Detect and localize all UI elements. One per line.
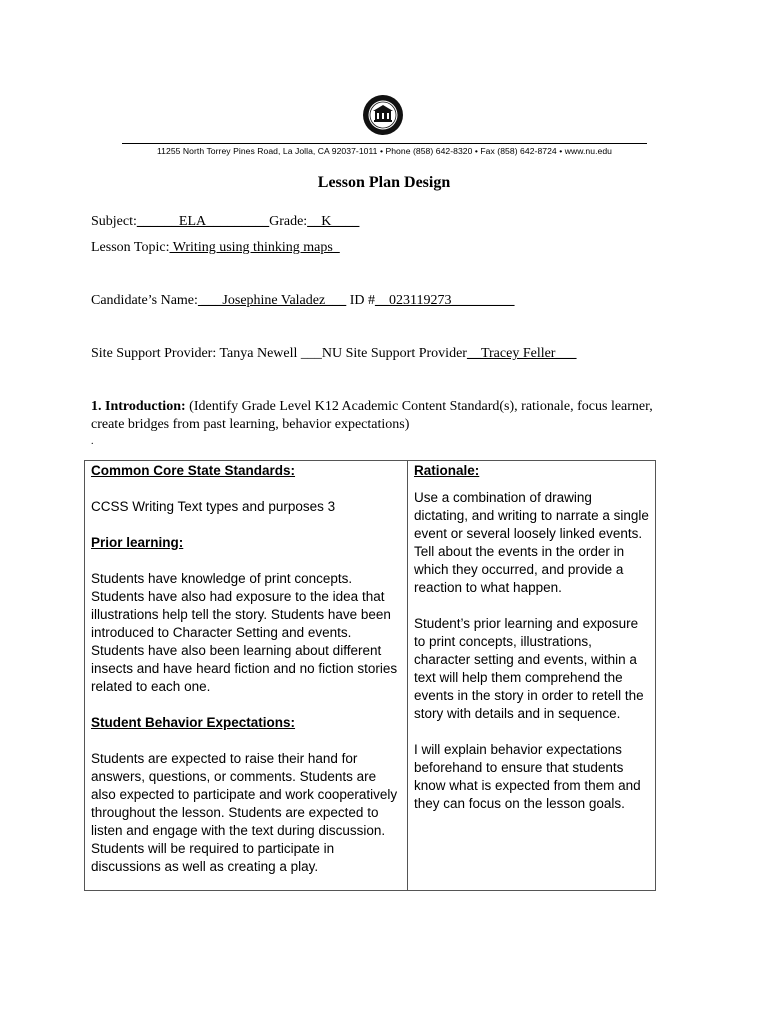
grade-value: __K____: [307, 214, 360, 229]
subject-label: Subject:: [91, 214, 137, 229]
topic-label: Lesson Topic:: [91, 240, 170, 255]
rationale-heading: Rationale:: [414, 463, 480, 478]
lesson-topic-line: [91, 240, 340, 256]
university-address: 11255 North Torrey Pines Road, La Jolla, CA 92037-1011 • Phone (858) 642-8320 • Fax (858) 642-8724 • www.nu.edu: [156, 146, 613, 156]
site-support-value: __Tracey Feller___: [466, 346, 577, 361]
introduction-table: [84, 460, 656, 891]
candidate-line: [91, 293, 514, 309]
stray-period: .: [91, 436, 94, 447]
page-title: Lesson Plan Design: [317, 174, 451, 191]
rationale-paragraph-3: I will explain behavior expectations beforehand to ensure that students know what is expected from them and they can focus on the lesson goals.: [414, 742, 641, 811]
rationale-cell: [408, 461, 656, 891]
prior-learning-heading: Prior learning:: [91, 535, 184, 550]
behavior-text: Students are expected to raise their hand for answers, questions, or comments. Students are also expected to participate and work cooperatively throughout the lesson. Students are expected to listen and engage with the text during discussion. Students will be required to participate in discussions as well as creating a play.: [91, 751, 398, 874]
rationale-paragraph-1: Use a combination of drawing dictating, and writing to narrate a single event or several loosely linked events. Tell about the events in the order in which they occurred, and provide a reaction to what happen.: [414, 490, 649, 595]
topic-value: Writing using thinking maps: [169, 240, 340, 255]
university-seal-logo: [362, 94, 404, 136]
standards-heading: Common Core State Standards:: [91, 463, 296, 478]
id-value: __023119273_________: [374, 293, 515, 308]
id-label: ID #: [346, 293, 375, 308]
table-row: [85, 461, 656, 891]
site-support-line: [91, 346, 576, 362]
standards-text: CCSS Writing Text types and purposes 3: [91, 499, 336, 514]
candidate-value: ___Josephine Valadez___: [197, 293, 347, 308]
subject-grade-line: [91, 214, 359, 230]
candidate-label: Candidate’s Name:: [91, 293, 198, 308]
header-divider: [122, 143, 647, 144]
introduction-heading: 1. Introduction:: [91, 399, 186, 414]
standards-cell: [85, 461, 408, 891]
subject-value: ______ELA_________: [136, 214, 270, 229]
rationale-paragraph-2: Student’s prior learning and exposure to print concepts, illustrations, character setting and events, within a text will help them comprehend the events in the story in order to retell the story with details and in sequence.: [414, 616, 644, 721]
behavior-heading: Student Behavior Expectations:: [91, 715, 296, 730]
site-support-label: Site Support Provider: Tanya Newell ___NU Site Support Provider: [91, 346, 467, 361]
introduction-text: (Identify Grade Level K12 Academic Content Standard(s), rationale, focus learner, create bridges from past learning, behavior expectations): [91, 399, 653, 432]
prior-learning-text: Students have knowledge of print concepts. Students have also had exposure to the idea that illustrations help tell the story. Students have been introduced to Character Setting and events. Students have also been learning about different insects and have heard fiction and no fiction stories related to each one.: [91, 571, 398, 694]
grade-label: Grade:: [269, 214, 308, 229]
introduction-section: [91, 398, 661, 434]
